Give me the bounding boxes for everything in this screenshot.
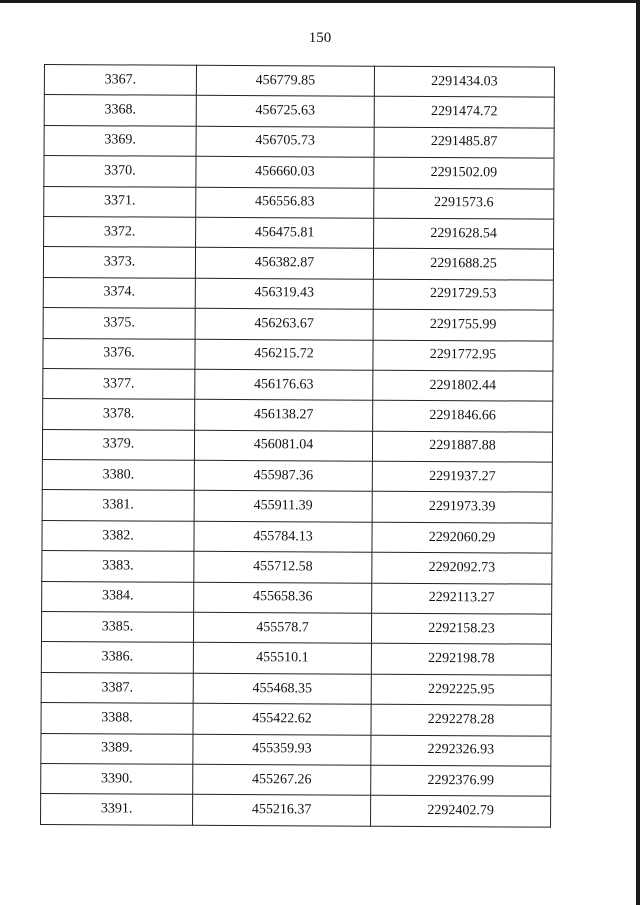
table-row xyxy=(43,399,553,432)
table-row xyxy=(41,703,551,736)
y-coordinate-cell: 2291688.25 xyxy=(373,249,553,280)
y-coordinate-cell: 2292060.29 xyxy=(372,522,552,553)
point-number-cell: 3374. xyxy=(43,277,195,308)
point-number-cell: 3372. xyxy=(44,216,196,247)
y-coordinate-cell: 2291729.53 xyxy=(373,279,553,310)
point-number-cell: 3382. xyxy=(42,520,194,551)
x-coordinate-cell: 455784.13 xyxy=(194,521,372,552)
x-coordinate-cell: 455216.37 xyxy=(193,795,371,826)
table-row xyxy=(43,308,553,341)
table-row xyxy=(42,490,552,523)
x-coordinate-cell: 455911.39 xyxy=(194,491,372,522)
coordinate-table xyxy=(40,64,555,827)
point-number-cell: 3384. xyxy=(42,581,194,612)
y-coordinate-cell: 2292158.23 xyxy=(371,613,551,644)
point-number-cell: 3383. xyxy=(42,551,194,582)
x-coordinate-cell: 456215.72 xyxy=(195,339,373,370)
y-coordinate-cell: 2292326.93 xyxy=(371,735,551,766)
point-number-cell: 3391. xyxy=(41,794,193,825)
table-row xyxy=(41,733,551,766)
point-number-cell: 3379. xyxy=(42,429,194,460)
table-row xyxy=(42,460,552,493)
coordinate-table-container xyxy=(40,64,554,827)
scan-border-top xyxy=(0,0,640,3)
x-coordinate-cell: 456660.03 xyxy=(196,156,374,187)
y-coordinate-cell: 2291802.44 xyxy=(373,370,553,401)
point-number-cell: 3386. xyxy=(41,642,193,673)
point-number-cell: 3373. xyxy=(43,247,195,278)
x-coordinate-cell: 456779.85 xyxy=(196,65,374,96)
y-coordinate-cell: 2291628.54 xyxy=(374,218,554,249)
point-number-cell: 3381. xyxy=(42,490,194,521)
point-number-cell: 3368. xyxy=(44,95,196,126)
table-row xyxy=(42,520,552,553)
point-number-cell: 3387. xyxy=(41,672,193,703)
table-row xyxy=(42,581,552,614)
point-number-cell: 3389. xyxy=(41,733,193,764)
point-number-cell: 3369. xyxy=(44,125,196,156)
table-row xyxy=(44,125,554,158)
table-row xyxy=(43,277,553,310)
y-coordinate-cell: 2291755.99 xyxy=(373,309,553,340)
y-coordinate-cell: 2292376.99 xyxy=(371,765,551,796)
y-coordinate-cell: 2291772.95 xyxy=(373,340,553,371)
table-row xyxy=(44,156,554,189)
x-coordinate-cell: 455422.62 xyxy=(193,703,371,734)
x-coordinate-cell: 456475.81 xyxy=(196,217,374,248)
y-coordinate-cell: 2291846.66 xyxy=(373,401,553,432)
table-row xyxy=(44,216,554,249)
y-coordinate-cell: 2292402.79 xyxy=(371,796,551,827)
y-coordinate-cell: 2291973.39 xyxy=(372,492,552,523)
table-row xyxy=(44,186,554,219)
point-number-cell: 3378. xyxy=(43,399,195,430)
point-number-cell: 3367. xyxy=(44,65,196,96)
table-row xyxy=(43,338,553,371)
x-coordinate-cell: 455712.58 xyxy=(194,552,372,583)
y-coordinate-cell: 2291573.6 xyxy=(374,188,554,219)
coordinate-table-body xyxy=(41,65,555,827)
table-row xyxy=(42,551,552,584)
point-number-cell: 3376. xyxy=(43,338,195,369)
x-coordinate-cell: 455510.1 xyxy=(193,643,371,674)
page-number: 150 xyxy=(308,30,332,46)
x-coordinate-cell: 455578.7 xyxy=(193,612,371,643)
y-coordinate-cell: 2292225.95 xyxy=(371,674,551,705)
x-coordinate-cell: 456263.67 xyxy=(195,308,373,339)
y-coordinate-cell: 2291502.09 xyxy=(374,157,554,188)
point-number-cell: 3388. xyxy=(41,703,193,734)
x-coordinate-cell: 456176.63 xyxy=(195,369,373,400)
x-coordinate-cell: 455658.36 xyxy=(194,582,372,613)
table-row xyxy=(44,95,554,128)
y-coordinate-cell: 2292278.28 xyxy=(371,704,551,735)
x-coordinate-cell: 455987.36 xyxy=(194,460,372,491)
y-coordinate-cell: 2292198.78 xyxy=(371,644,551,675)
table-row xyxy=(43,368,553,401)
point-number-cell: 3375. xyxy=(43,308,195,339)
x-coordinate-cell: 456725.63 xyxy=(196,96,374,127)
table-row xyxy=(44,65,554,98)
point-number-cell: 3385. xyxy=(41,612,193,643)
y-coordinate-cell: 2291434.03 xyxy=(374,66,554,97)
table-row xyxy=(42,429,552,462)
point-number-cell: 3380. xyxy=(42,460,194,491)
x-coordinate-cell: 456081.04 xyxy=(194,430,372,461)
y-coordinate-cell: 2292092.73 xyxy=(372,552,552,583)
point-number-cell: 3390. xyxy=(41,763,193,794)
x-coordinate-cell: 456319.43 xyxy=(195,278,373,309)
point-number-cell: 3370. xyxy=(44,156,196,187)
x-coordinate-cell: 455359.93 xyxy=(193,734,371,765)
x-coordinate-cell: 455468.35 xyxy=(193,673,371,704)
point-number-cell: 3377. xyxy=(43,368,195,399)
x-coordinate-cell: 456705.73 xyxy=(196,126,374,157)
table-row xyxy=(43,247,553,280)
scan-border-right xyxy=(636,0,640,905)
y-coordinate-cell: 2291937.27 xyxy=(372,461,552,492)
table-row xyxy=(41,763,551,796)
x-coordinate-cell: 456382.87 xyxy=(195,248,373,279)
table-row xyxy=(41,642,551,675)
y-coordinate-cell: 2291887.88 xyxy=(372,431,552,462)
table-row xyxy=(41,612,551,645)
x-coordinate-cell: 456138.27 xyxy=(195,400,373,431)
table-row xyxy=(41,672,551,705)
point-number-cell: 3371. xyxy=(44,186,196,217)
y-coordinate-cell: 2291485.87 xyxy=(374,127,554,158)
x-coordinate-cell: 456556.83 xyxy=(196,187,374,218)
y-coordinate-cell: 2292113.27 xyxy=(372,583,552,614)
x-coordinate-cell: 455267.26 xyxy=(193,764,371,795)
table-row xyxy=(41,794,551,827)
y-coordinate-cell: 2291474.72 xyxy=(374,97,554,128)
